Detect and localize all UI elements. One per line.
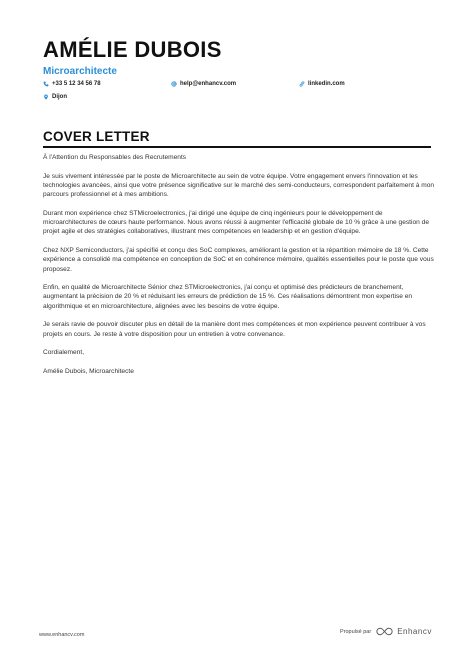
enhancv-logo-icon (376, 627, 393, 636)
link-icon (299, 81, 305, 87)
location-text: Dijon (52, 94, 67, 100)
email-text[interactable]: help@enhancv.com (180, 81, 237, 87)
letter-body (43, 153, 438, 385)
brand-name: Enhancv (397, 627, 432, 636)
section-title: COVER LETTER (43, 129, 150, 144)
contact-phone (43, 81, 101, 87)
letter-paragraph: Durant mon expérience chez STMicroelectronics, j'ai dirigé une équipe de cinq ingénieurs pour le développement de microarchitectures de cœurs haute performance. Nous avons réussi à augmenter l'efficacité globale de 10 % grâce à une gestion de projet agile et des stratégies collaboratives, illustrant mes compétences en leadership et en gestion d'équipe. (43, 209, 429, 236)
letter-paragraph: Je suis vivement intéressée par le poste de Microarchitecte au sein de votre équipe. Votre engagement envers l'innovation et les technologies avancées, ainsi que votre présence significative sur le marché des semi-conducteurs, correspondent parfaitement à mon parcours professionnel et à mes ambitions. (43, 172, 435, 199)
candidate-name: AMÉLIE DUBOIS (43, 37, 222, 62)
candidate-role: Microarchitecte (43, 66, 117, 77)
contact-email[interactable] (171, 81, 236, 87)
powered-by-text: Propulsé par (340, 628, 372, 635)
letter-salutation: À l'Attention du Responsables des Recrutements (43, 154, 187, 161)
letter-paragraph: Je serais ravie de pouvoir discuter plus en détail de la manière dont mes compétences et mon expérience peuvent contribuer à vos projets en cours. Je reste à votre disposition pour un entretien à votre convenance. (43, 321, 426, 338)
letter-closing: Cordialement, (43, 349, 85, 357)
location-pin-icon (43, 94, 49, 100)
phone-text: +33 5 12 34 56 78 (52, 81, 101, 87)
footer-website[interactable]: www.enhancv.com (39, 632, 85, 638)
phone-icon (43, 81, 49, 87)
section-divider (43, 146, 431, 148)
contact-linkedin[interactable] (299, 81, 345, 87)
contact-location (43, 94, 67, 100)
letter-paragraph: Enfin, en qualité de Microarchitecte Sénior chez STMicroelectronics, j'ai conçu et optimisé des prédicteurs de branchement, augmentant la précision de 20 % et réduisant les erreurs de prédiction de 15 %. Ces réalisations démontrent mon expertise en algorithmique et en microarchitecture, alignées avec les besoins de votre équipe. (43, 284, 413, 310)
linkedin-text[interactable]: linkedin.com (308, 81, 345, 87)
footer-branding[interactable] (340, 627, 432, 636)
letter-paragraph: Chez NXP Semiconductors, j'ai spécifié et conçu des SoC complexes, améliorant la gestion et la répartition mémoire de 18 %. Cette expérience a consolidé ma compétence en conception de SoC et en cohérence mémoire, qualités essentielles pour le poste que vous proposez. (43, 246, 434, 273)
at-icon (171, 81, 177, 87)
letter-signature: Amélie Dubois, Microarchitecte (43, 367, 134, 375)
